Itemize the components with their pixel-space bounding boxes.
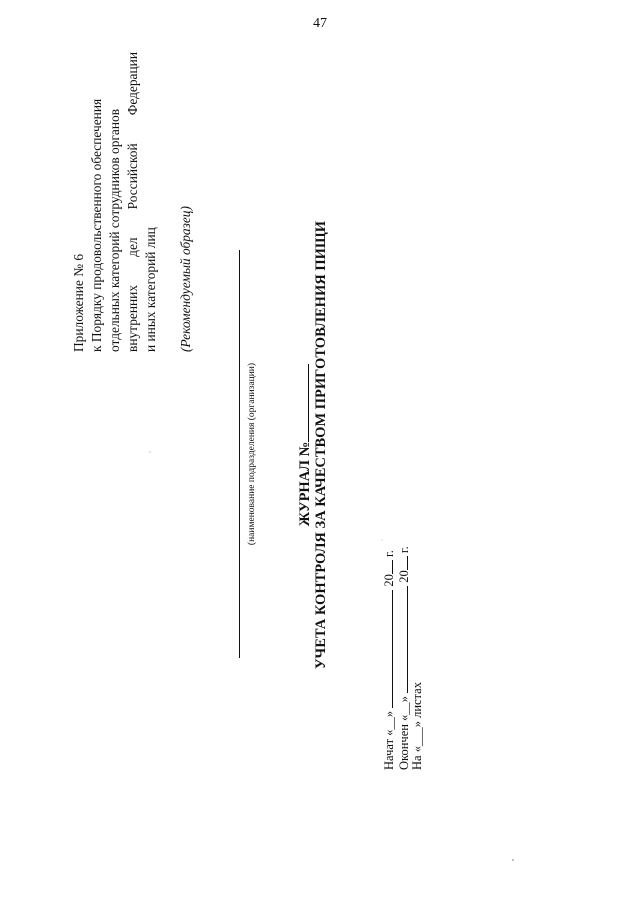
organization-name-line xyxy=(239,250,240,658)
finished-year-blank xyxy=(397,556,408,570)
finished-label: Окончен «__» xyxy=(396,695,411,770)
finished-year-suffix: г. xyxy=(396,546,411,554)
journal-title xyxy=(296,165,314,725)
appendix-block xyxy=(70,52,160,352)
finished-date-blank xyxy=(397,586,408,693)
finished-year-prefix: 20 xyxy=(396,570,411,583)
organization-caption: (наименование подразделения (организации) xyxy=(247,362,257,546)
started-label: Начат «__» xyxy=(382,710,396,770)
started-year-blank xyxy=(382,560,393,574)
appendix-line: отдельных категорий сотрудников органов xyxy=(107,108,122,352)
sheets-label: На «___» листах xyxy=(410,682,425,770)
started-year-suffix: г. xyxy=(382,550,396,557)
started-year-prefix: 20 xyxy=(382,574,396,587)
page-number: 47 xyxy=(313,16,327,31)
started-date-blank xyxy=(382,590,393,708)
sample-note: (Рекомендуемый образец) xyxy=(178,206,193,352)
appendix-line: и иных категорий лиц xyxy=(143,227,158,352)
started-row xyxy=(382,546,397,770)
journal-number-blank xyxy=(296,364,309,442)
finished-row xyxy=(397,546,412,770)
dates-block xyxy=(382,546,425,770)
sheets-row xyxy=(411,546,425,770)
appendix-line: внутренних дел Российской Федерации xyxy=(125,52,140,352)
appendix-line: Приложение № 6 xyxy=(71,253,86,352)
journal-subtitle: УЧЕТА КОНТРОЛЯ ЗА КАЧЕСТВОМ ПРИГОТОВЛЕНИЯ ПИЩИ xyxy=(313,220,329,670)
appendix-line: к Порядку продовольственного обеспечения xyxy=(89,98,104,352)
journal-title-text: ЖУРНАЛ № xyxy=(297,441,313,527)
